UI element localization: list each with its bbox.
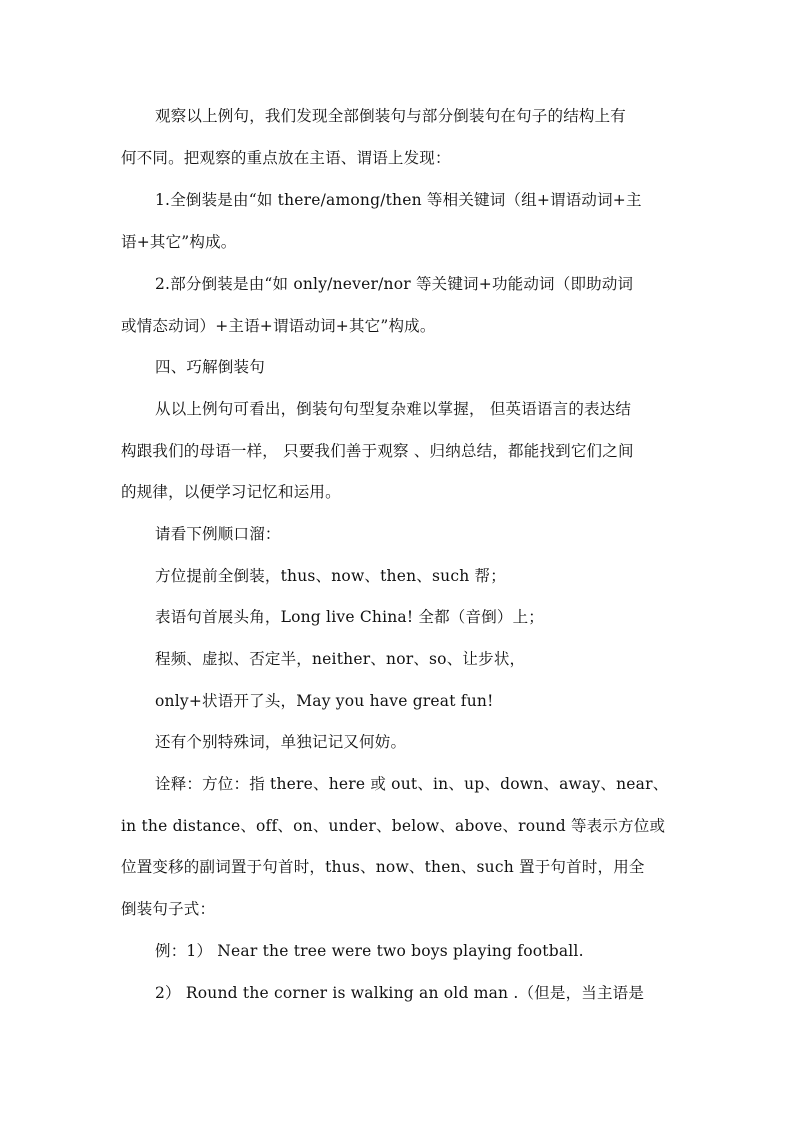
paragraph-line: 何不同。把观察的重点放在主语、谓语上发现： (121, 149, 451, 167)
rhyme-line: only+状语开了头，May you have great fun! (155, 692, 494, 710)
paragraph-line: 的规律，以便学习记忆和运用。 (121, 483, 341, 501)
paragraph-line: 诠释：方位：指 there、here 或 out、in、up、down、away、near、 (155, 775, 669, 793)
paragraph-line: 构跟我们的母语一样， 只要我们善于观察 、归纳总结，都能找到它们之间 (121, 442, 634, 460)
paragraph-line: 语+其它”构成。 (121, 233, 237, 251)
paragraph-line: in the distance、off、on、under、below、above、round 等表示方位或 (121, 817, 666, 835)
example-line: 例：1） Near the tree were two boys playing football. (155, 942, 584, 960)
rhyme-line: 还有个别特殊词，单独记记又何妨。 (155, 733, 407, 751)
paragraph-line: 倒装句子式： (121, 900, 216, 918)
list-item-2: 2.部分倒装是由“如 only/never/nor 等关键词+功能动词（即助动词 (155, 275, 634, 293)
paragraph-line: 从以上例句可看出，倒装句句型复杂难以掌握， 但英语语言的表达结 (155, 400, 632, 418)
paragraph-line: 或情态动词）+主语+谓语动词+其它”构成。 (121, 317, 436, 335)
example-line: 2） Round the corner is walking an old man .（但是，当主语是 (155, 984, 645, 1002)
paragraph-line: 观察以上例句，我们发现全部倒装句与部分倒装句在句子的结构上有 (155, 107, 627, 125)
list-item-1: 1.全倒装是由“如 there/among/then 等相关键词（组+谓语动词+主 (155, 191, 642, 209)
paragraph-line: 请看下例顺口溜： (155, 525, 281, 543)
rhyme-line: 表语句首展头角，Long live China! 全都（音倒）上； (155, 608, 545, 626)
section-heading: 四、巧解倒装句 (155, 358, 265, 376)
rhyme-line: 程频、虚拟、否定半，neither、nor、so、让步状， (155, 650, 526, 668)
paragraph-line: 位置变移的副词置于句首时，thus、now、then、such 置于句首时，用全 (121, 858, 645, 876)
rhyme-line: 方位提前全倒装，thus、now、then、such 帮； (155, 567, 506, 585)
